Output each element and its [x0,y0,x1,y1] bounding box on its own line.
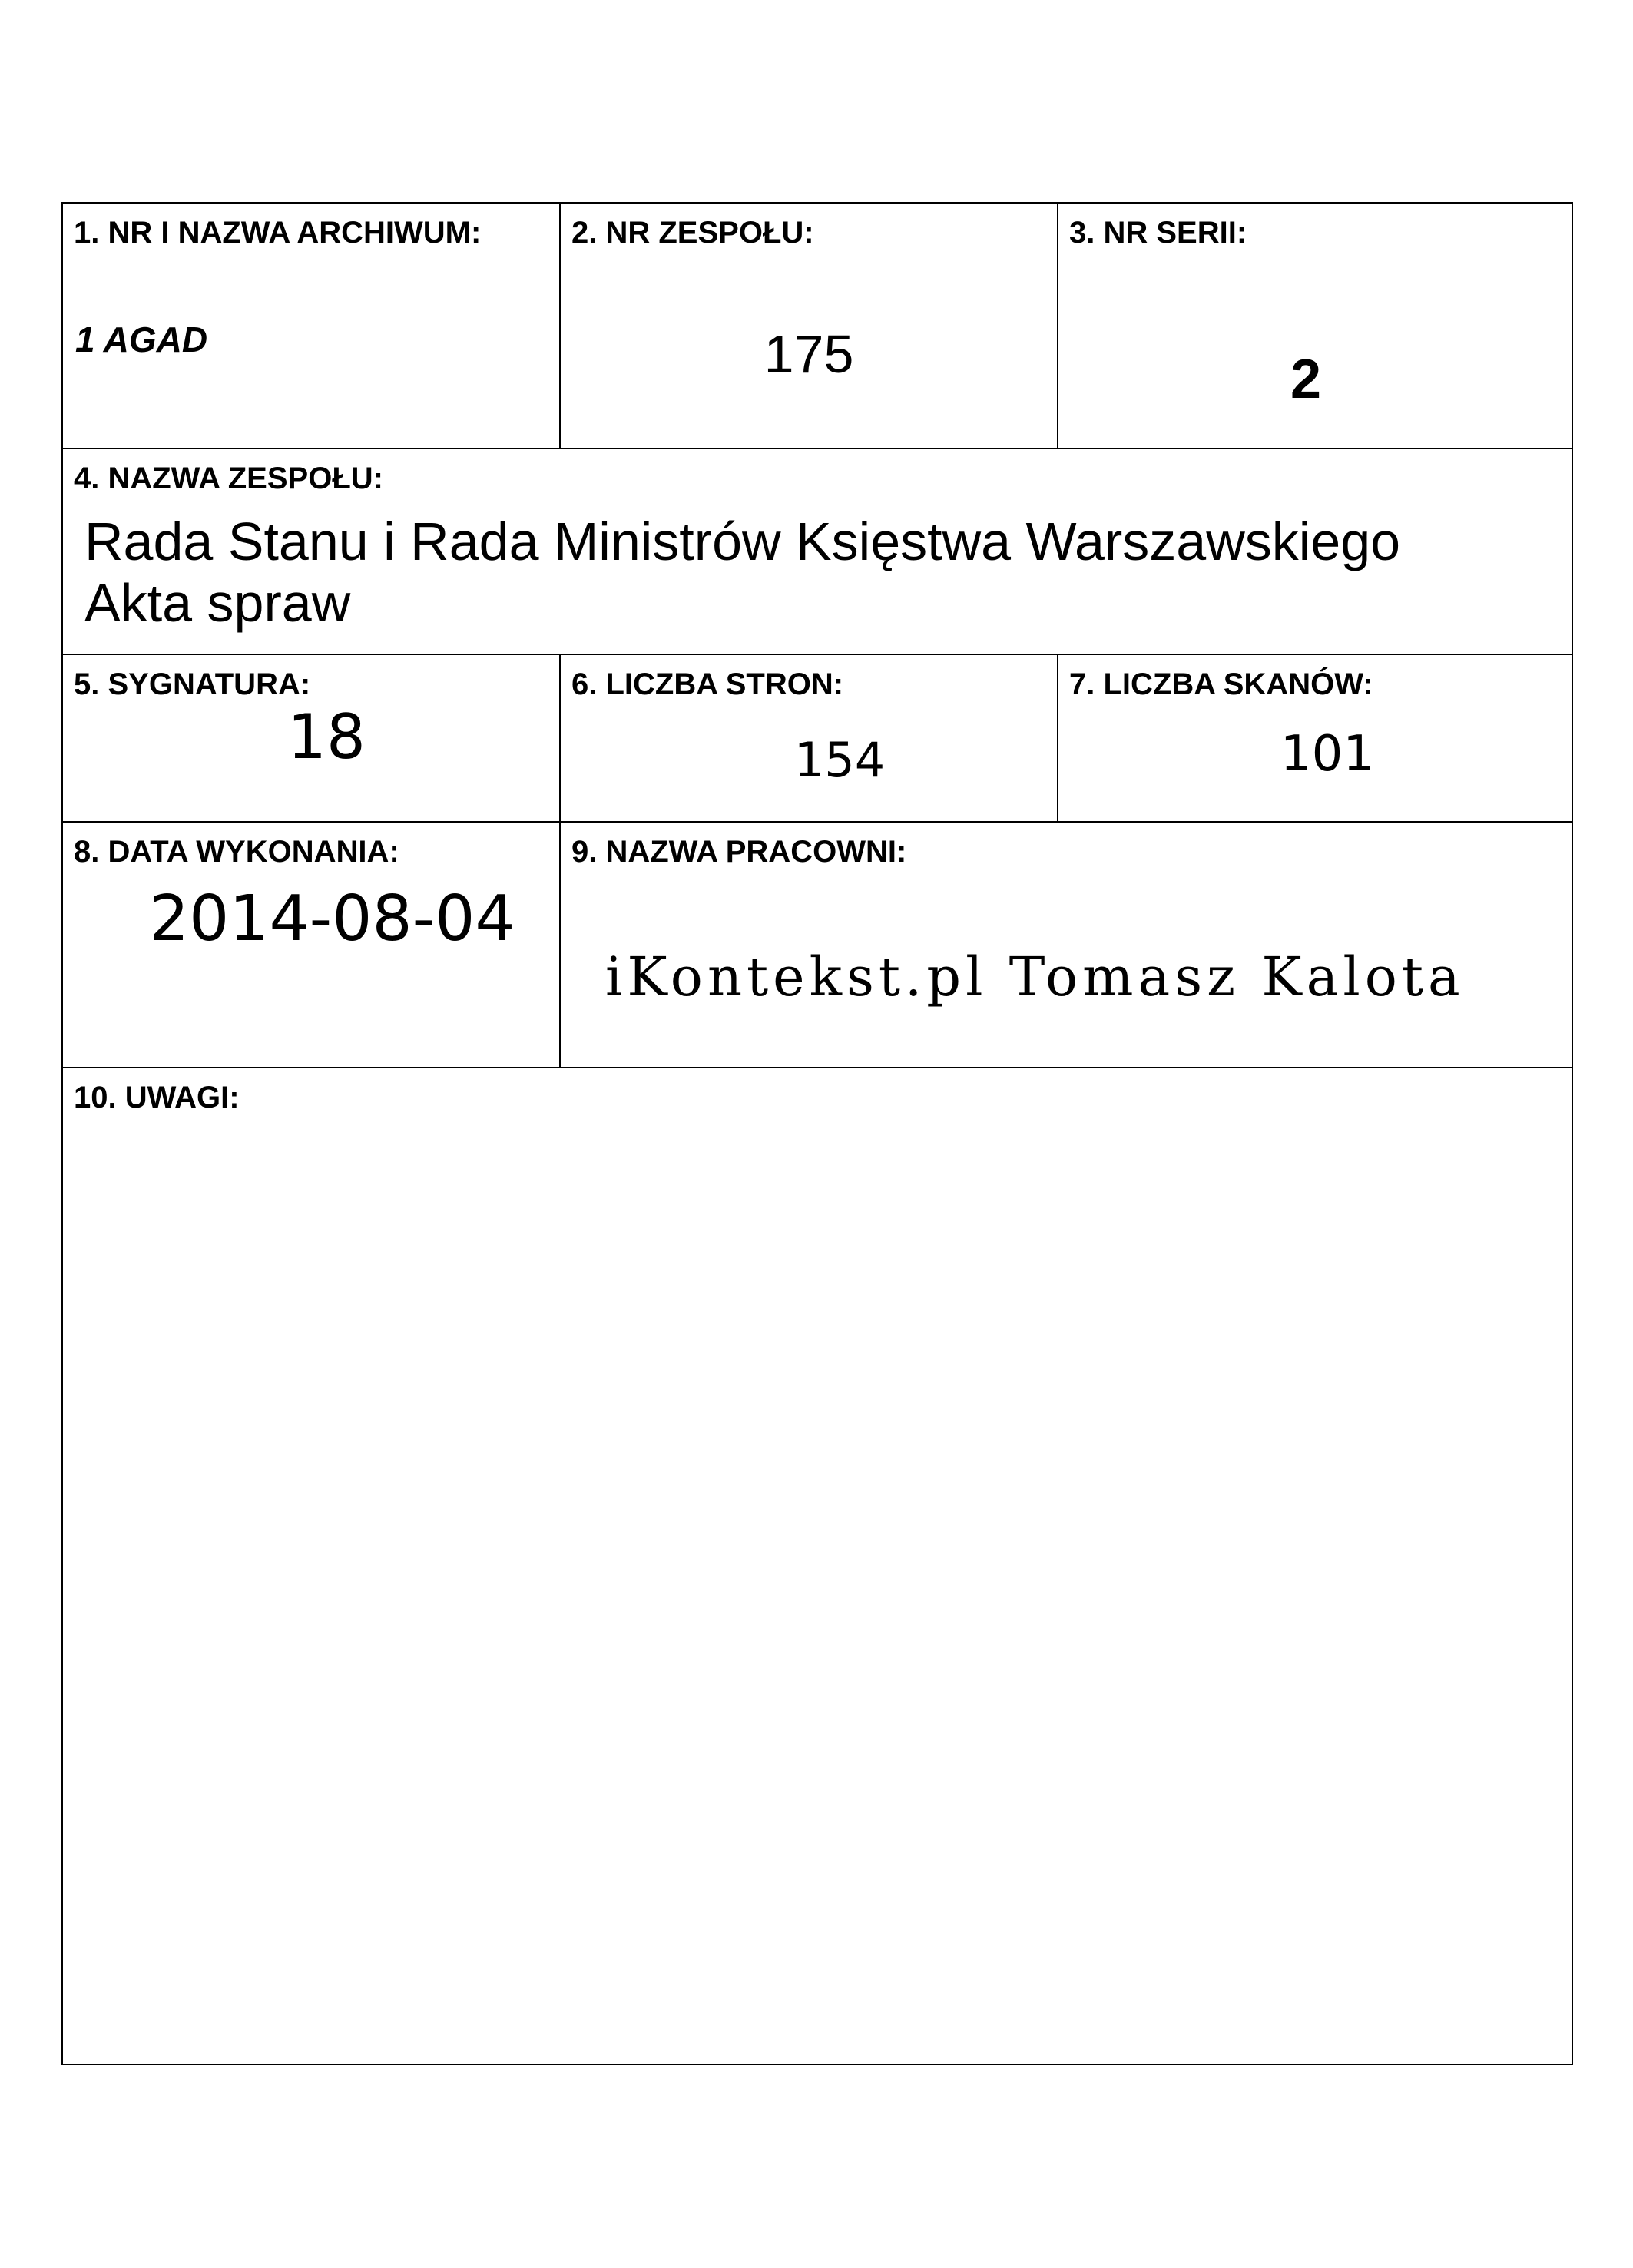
fonds-name-cell [63,449,1572,655]
workshop-label: 9. NAZWA PRACOWNI: [571,835,907,869]
archive-cell [63,204,561,449]
archive-value: 1 AGAD [75,320,208,359]
scan-count-label: 7. LICZBA SKANÓW: [1069,667,1373,701]
fonds-name-line2: Akta spraw [84,573,351,633]
scan-count-cell [1058,655,1572,823]
page-count-label: 6. LICZBA STRON: [571,667,844,701]
fonds-name-line1: Rada Stanu i Rada Ministrów Księstwa Warszawskiego [84,512,1401,571]
fonds-number-value: 175 [764,324,854,384]
series-number-cell [1058,204,1572,449]
signature-cell [63,655,561,823]
page-count-cell [561,655,1058,823]
series-number-label: 3. NR SERII: [1069,216,1247,250]
date-label: 8. DATA WYKONANIA: [74,835,399,869]
signature-value: 18 [287,701,366,773]
signature-label: 5. SYGNATURA: [74,667,311,701]
date-cell [63,823,561,1068]
archive-metadata-form [61,202,1573,2065]
workshop-value: iKontekst.pl Tomasz Kalota [605,945,1465,1008]
notes-label: 10. UWAGI: [74,1081,240,1114]
notes-cell [63,1068,1572,2064]
fonds-number-cell [561,204,1058,449]
workshop-cell [561,823,1572,1068]
date-value: 2014-08-04 [149,882,515,955]
page-count-value: 154 [793,732,886,788]
series-number-value: 2 [1290,349,1322,410]
fonds-name-label: 4. NAZWA ZESPOŁU: [74,462,383,495]
archive-label: 1. NR I NAZWA ARCHIWUM: [74,216,482,250]
fonds-number-label: 2. NR ZESPOŁU: [571,216,814,250]
scan-count-value: 101 [1280,726,1375,783]
